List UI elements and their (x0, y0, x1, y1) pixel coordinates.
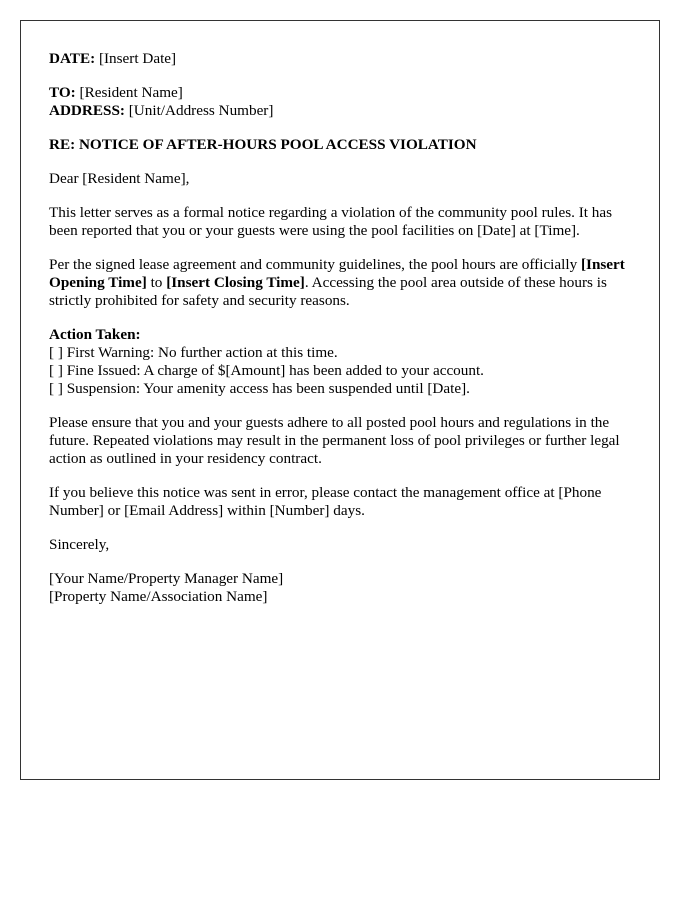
date-line (49, 50, 631, 68)
letter-page (20, 20, 660, 780)
to-value: [Resident Name] (79, 84, 183, 101)
recipient-block (49, 84, 631, 120)
to-label: TO: (49, 84, 76, 101)
paragraph-compliance: Please ensure that you and your guests adhere to all posted pool hours and regulations in the future. Repeated violations may result in the permanent loss of pool privileges or further legal action as outlined in your residency contract. (49, 414, 620, 467)
address-value: [Unit/Address Number] (128, 102, 274, 119)
opening-time: [Insert Opening Time] (49, 256, 625, 291)
paragraph-violation: This letter serves as a formal notice regarding a violation of the community pool rules. It has been reported that you or your guests were using the pool facilities on [Date] at [Time]. (49, 204, 613, 239)
date-label: DATE: (49, 50, 96, 67)
action-taken-title: Action Taken: (49, 326, 141, 343)
action-item-suspension: [ ] Suspension: Your amenity access has been suspended until [Date]. (49, 380, 470, 397)
paragraph-contact: If you believe this notice was sent in error, please contact the management office at [Phone Number] or [Email Address] within [Number] days. (49, 484, 602, 519)
signature-block (49, 570, 631, 606)
signature-name: [Your Name/Property Manager Name] (49, 570, 284, 587)
to-line (49, 84, 631, 102)
closing-salutation: Sincerely, (49, 536, 110, 553)
action-item-fine: [ ] Fine Issued: A charge of $[Amount] has been added to your account. (49, 362, 484, 379)
pool-hours-text-after: . Accessing the pool area outside of these hours is strictly prohibited for safety and security reasons. (49, 274, 607, 309)
address-line (49, 102, 631, 120)
signature-organization: [Property Name/Association Name] (49, 588, 268, 605)
subject-line: RE: NOTICE OF AFTER-HOURS POOL ACCESS VIOLATION (49, 136, 477, 153)
address-label: ADDRESS: (49, 102, 125, 119)
closing-time: [Insert Closing Time] (166, 274, 305, 291)
pool-hours-text-middle: to (146, 274, 167, 291)
greeting: Dear [Resident Name], (49, 170, 190, 187)
paragraph-pool-hours (49, 256, 631, 310)
action-item-warning: [ ] First Warning: No further action at this time. (49, 344, 338, 361)
action-taken-block (49, 326, 631, 398)
date-value: [Insert Date] (98, 50, 177, 67)
pool-hours-text-before: Per the signed lease agreement and community guidelines, the pool hours are officially (49, 256, 581, 273)
